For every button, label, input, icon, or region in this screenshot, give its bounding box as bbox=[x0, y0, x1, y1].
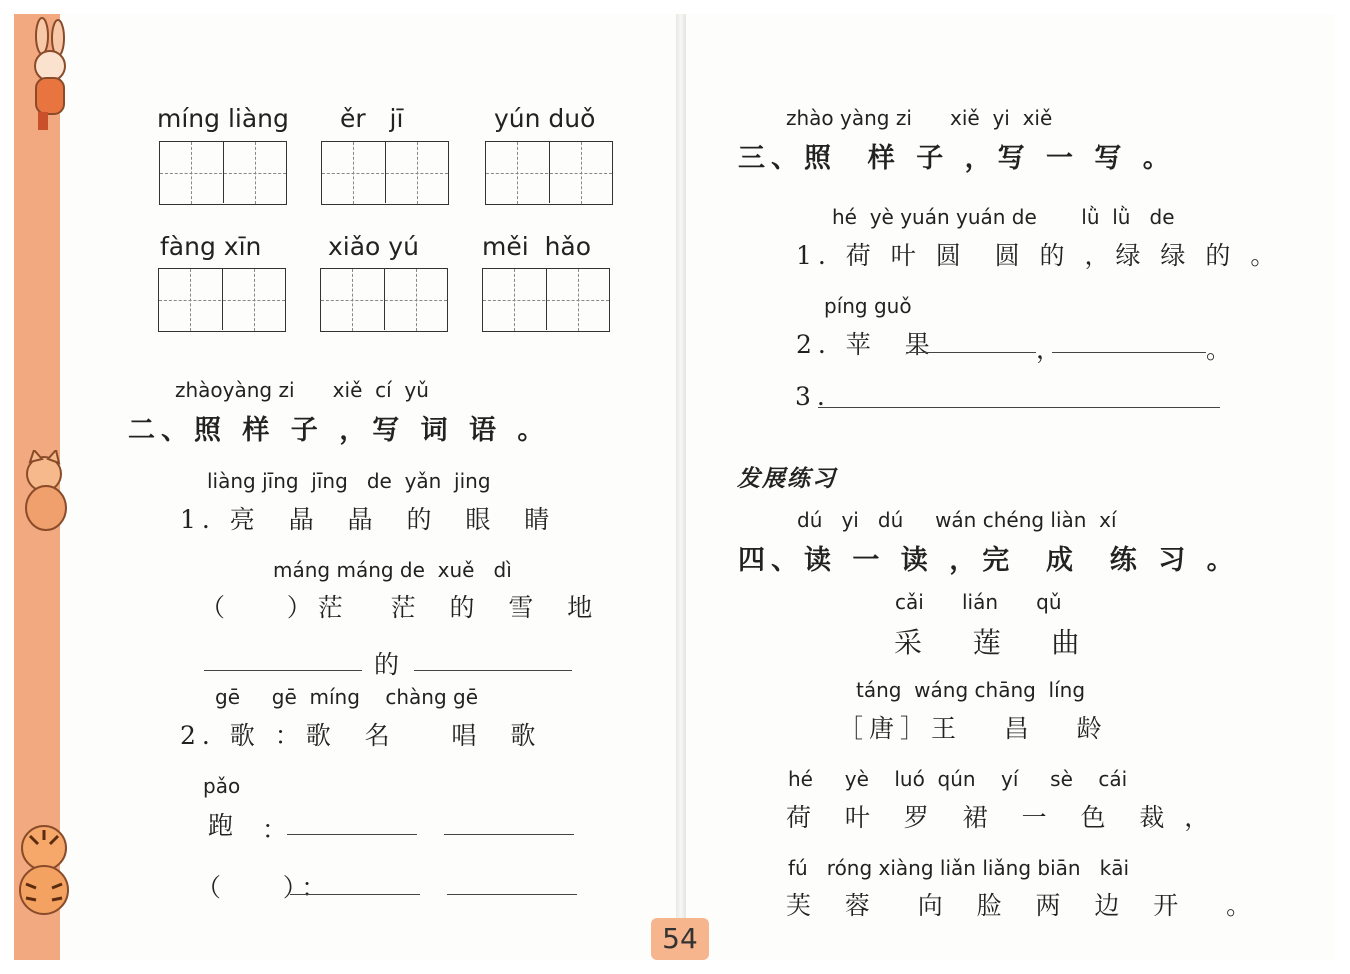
answer-line-6[interactable] bbox=[447, 894, 577, 895]
poem-title: 采 莲 曲 bbox=[894, 626, 1086, 659]
development-practice-title: 发展练习 bbox=[737, 466, 837, 492]
writing-grid-1[interactable] bbox=[159, 141, 287, 205]
answer-line-7[interactable] bbox=[906, 352, 1036, 353]
grid-pinyin-4: fàng xīn bbox=[160, 232, 262, 261]
writing-grid-4[interactable] bbox=[158, 268, 286, 332]
section4-pinyin: dú yi dú wán chéng liàn xí bbox=[797, 508, 1117, 532]
s3-item3: 3. bbox=[795, 382, 831, 411]
grid-pinyin-6: měi hǎo bbox=[482, 232, 592, 261]
poem-line2: 芙 蓉 向 脸 两 边 开 。 bbox=[786, 891, 1258, 920]
fill-de: 的 bbox=[374, 650, 406, 679]
s2-item2: 2. 歌 ：歌 名 唱 歌 bbox=[180, 721, 542, 750]
poem-title-pinyin: cǎi lián qǔ bbox=[895, 590, 1062, 614]
grid-pinyin-5: xiǎo yú bbox=[328, 232, 419, 261]
s2-item1: 1. 亮 晶 晶 的 眼 睛 bbox=[180, 505, 556, 534]
s3-item1-pinyin: hé yè yuán yuán de lǜ lǜ de bbox=[832, 205, 1175, 229]
author-pinyin: táng wáng chāng líng bbox=[856, 678, 1086, 702]
s2-item2-pinyin: gē gē míng chàng gē bbox=[215, 685, 478, 709]
s2-item1-pinyin: liàng jīng jīng de yǎn jing bbox=[207, 469, 491, 493]
paren-colon: （ ）： bbox=[196, 873, 333, 902]
poem-line2-pinyin: fú róng xiàng liǎn liǎng biān kāi bbox=[788, 856, 1130, 880]
pao-colon: ： bbox=[262, 815, 294, 844]
s2-item1b: （ ）茫 茫 的 雪 地 bbox=[200, 593, 599, 622]
poem-author: ［唐］王 昌 龄 bbox=[838, 714, 1108, 743]
page-number: 54 bbox=[651, 918, 709, 960]
answer-line-9[interactable] bbox=[818, 407, 1220, 408]
section2-title: 二、照 样 子 ，写 词 语 。 bbox=[128, 415, 551, 446]
writing-grid-5[interactable] bbox=[320, 268, 448, 332]
grid-pinyin-2: ěr jī bbox=[340, 104, 404, 133]
poem-line1-pinyin: hé yè luó qún yí sè cái bbox=[788, 767, 1128, 791]
section3-pinyin: zhào yàng zi xiě yi xiě bbox=[786, 106, 1053, 130]
writing-grid-2[interactable] bbox=[321, 141, 449, 205]
s3-item2-end: 。 bbox=[1206, 335, 1238, 364]
answer-line-3[interactable] bbox=[287, 834, 417, 835]
s3-item1: 1. 荷 叶 圆 圆 的 ，绿 绿 的 。 bbox=[796, 241, 1282, 270]
poem-line1: 荷 叶 罗 裙 一 色 裁 ， bbox=[786, 803, 1216, 832]
writing-grid-6[interactable] bbox=[482, 268, 610, 332]
rabbit-icon bbox=[12, 16, 82, 136]
grid-pinyin-3: yún duǒ bbox=[494, 104, 596, 133]
section2-pinyin: zhàoyàng zi xiě cí yǔ bbox=[175, 378, 429, 402]
answer-line-8[interactable] bbox=[1052, 352, 1206, 353]
s3-item2: 2. 苹 果 bbox=[796, 330, 936, 359]
answer-line-5[interactable] bbox=[290, 894, 420, 895]
writing-grid-3[interactable] bbox=[485, 141, 613, 205]
s3-item2-pinyin: píng guǒ bbox=[824, 294, 912, 318]
answer-line-1[interactable] bbox=[204, 670, 362, 671]
grid-pinyin-1: míng liàng bbox=[157, 104, 289, 133]
s3-item2-comma: ， bbox=[1036, 335, 1068, 364]
s2-item1b-pinyin: máng máng de xuě dì bbox=[273, 558, 512, 582]
section4-title: 四、读 一 读 ，完 成 练 习 。 bbox=[738, 545, 1240, 576]
cat-icon bbox=[14, 450, 76, 536]
tiger-icon bbox=[12, 818, 78, 918]
section3-title: 三、照 样 子 ，写 一 写 。 bbox=[738, 143, 1176, 174]
answer-line-2[interactable] bbox=[414, 670, 572, 671]
book-spine bbox=[676, 14, 686, 960]
pao-char: 跑 bbox=[208, 811, 240, 840]
answer-line-4[interactable] bbox=[444, 834, 574, 835]
pao-pinyin: pǎo bbox=[203, 774, 241, 798]
